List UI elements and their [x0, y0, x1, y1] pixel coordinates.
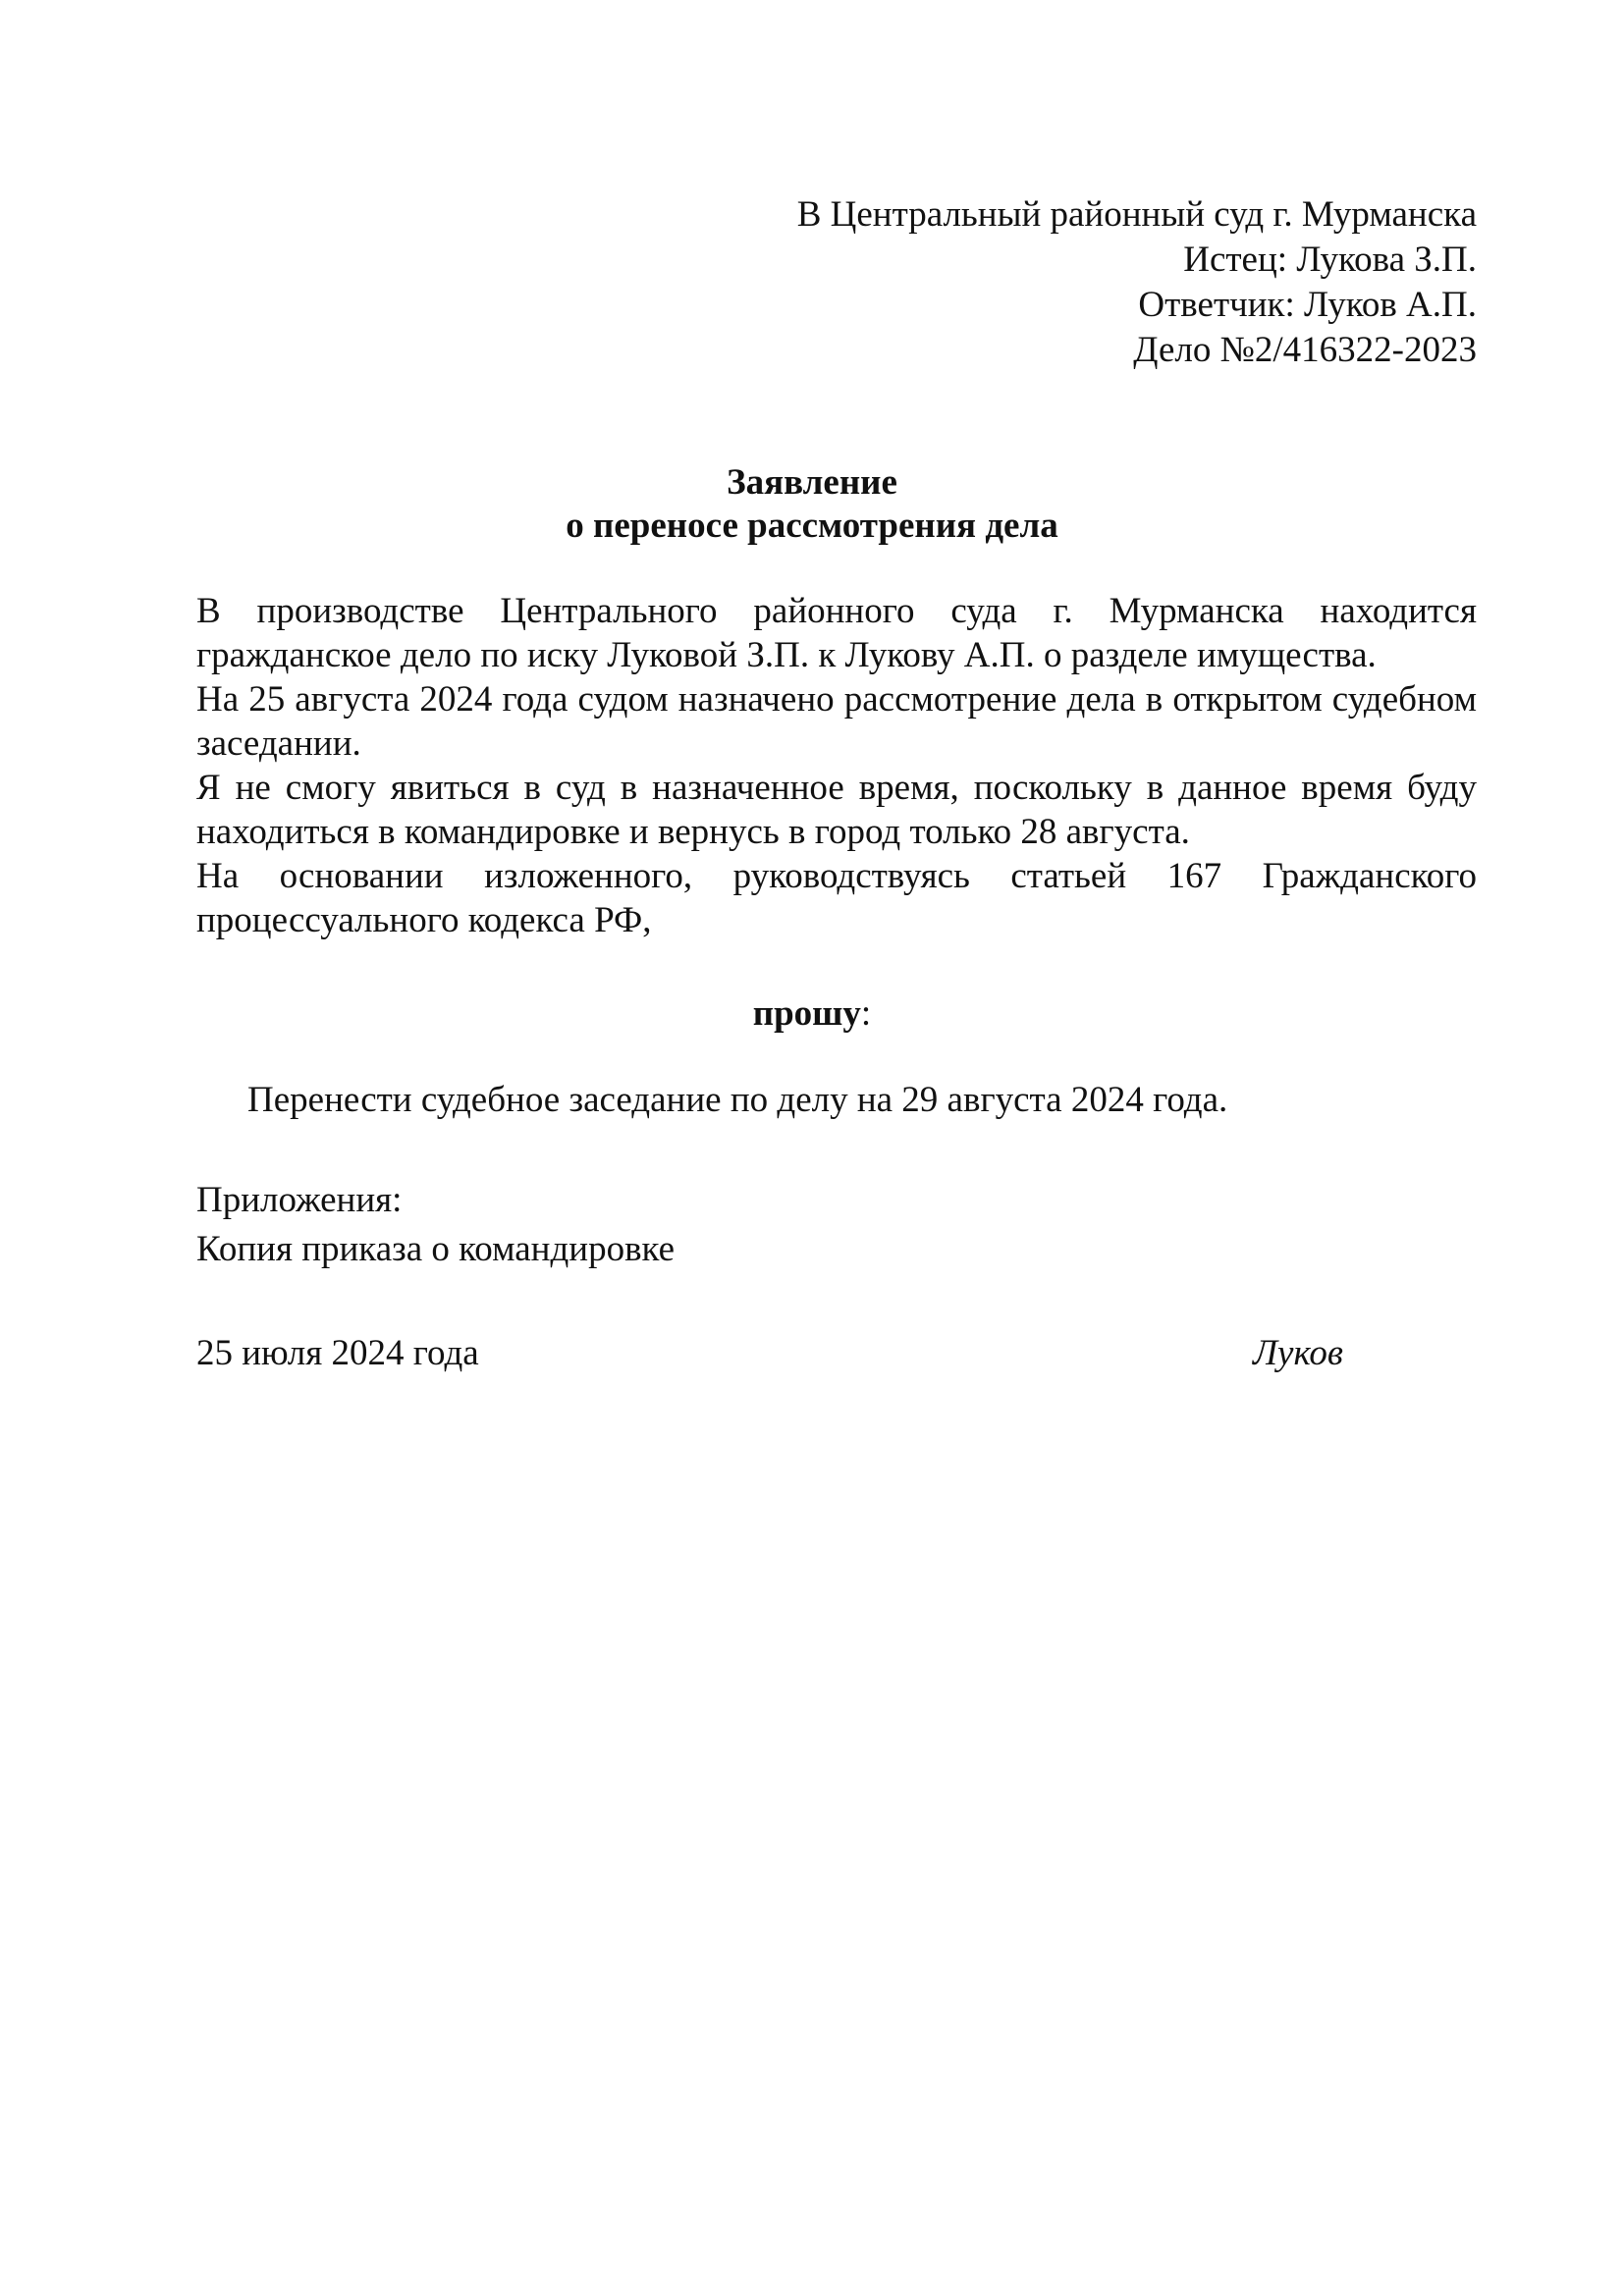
attachments-block [196, 1176, 1276, 1274]
document-title [0, 461, 1624, 548]
addressee-block [593, 192, 1477, 373]
attachment-item: Копия приказа о командировке [196, 1229, 676, 1269]
paragraph-hearing-date: На 25 августа 2024 года судом назначено рассмотрение дела в открытом судебном заседании. [196, 679, 1477, 764]
document-date: 25 июля 2024 года [196, 1333, 479, 1373]
request-heading-colon: : [860, 993, 872, 1034]
court-name: В Центральный районный суд г. Мурманска [796, 194, 1477, 235]
paragraph-case-info: В производстве Центрального районного суда г. Мурманска находится гражданское дело по иску Луковой З.П. к Лукову А.П. о разделе имущества. [196, 591, 1477, 675]
statement-body [196, 589, 1477, 942]
title-line-1: Заявление [727, 462, 897, 503]
plaintiff-line: Истец: Лукова З.П. [1183, 240, 1477, 280]
defendant-line: Ответчик: Луков А.П. [1138, 285, 1477, 325]
attachments-label: Приложения: [196, 1180, 403, 1220]
request-heading-word: прошу [752, 993, 861, 1034]
title-line-2: о переносе рассмотрения дела [566, 506, 1058, 546]
request-heading [0, 991, 1624, 1036]
paragraph-reason: Я не смогу явиться в суд в назначенное время, поскольку в данное время буду находиться в командировке и вернусь в город только 28 августа. [196, 768, 1477, 852]
paragraph-legal-basis: На основании изложенного, руководствуясь статьей 167 Гражданского процессуального кодекса РФ, [196, 856, 1477, 940]
request-text: Перенести судебное заседание по делу на 29 августа 2024 года. [247, 1080, 1228, 1120]
signature: Луков [1253, 1333, 1343, 1373]
case-number: Дело №2/416322-2023 [1133, 330, 1477, 370]
